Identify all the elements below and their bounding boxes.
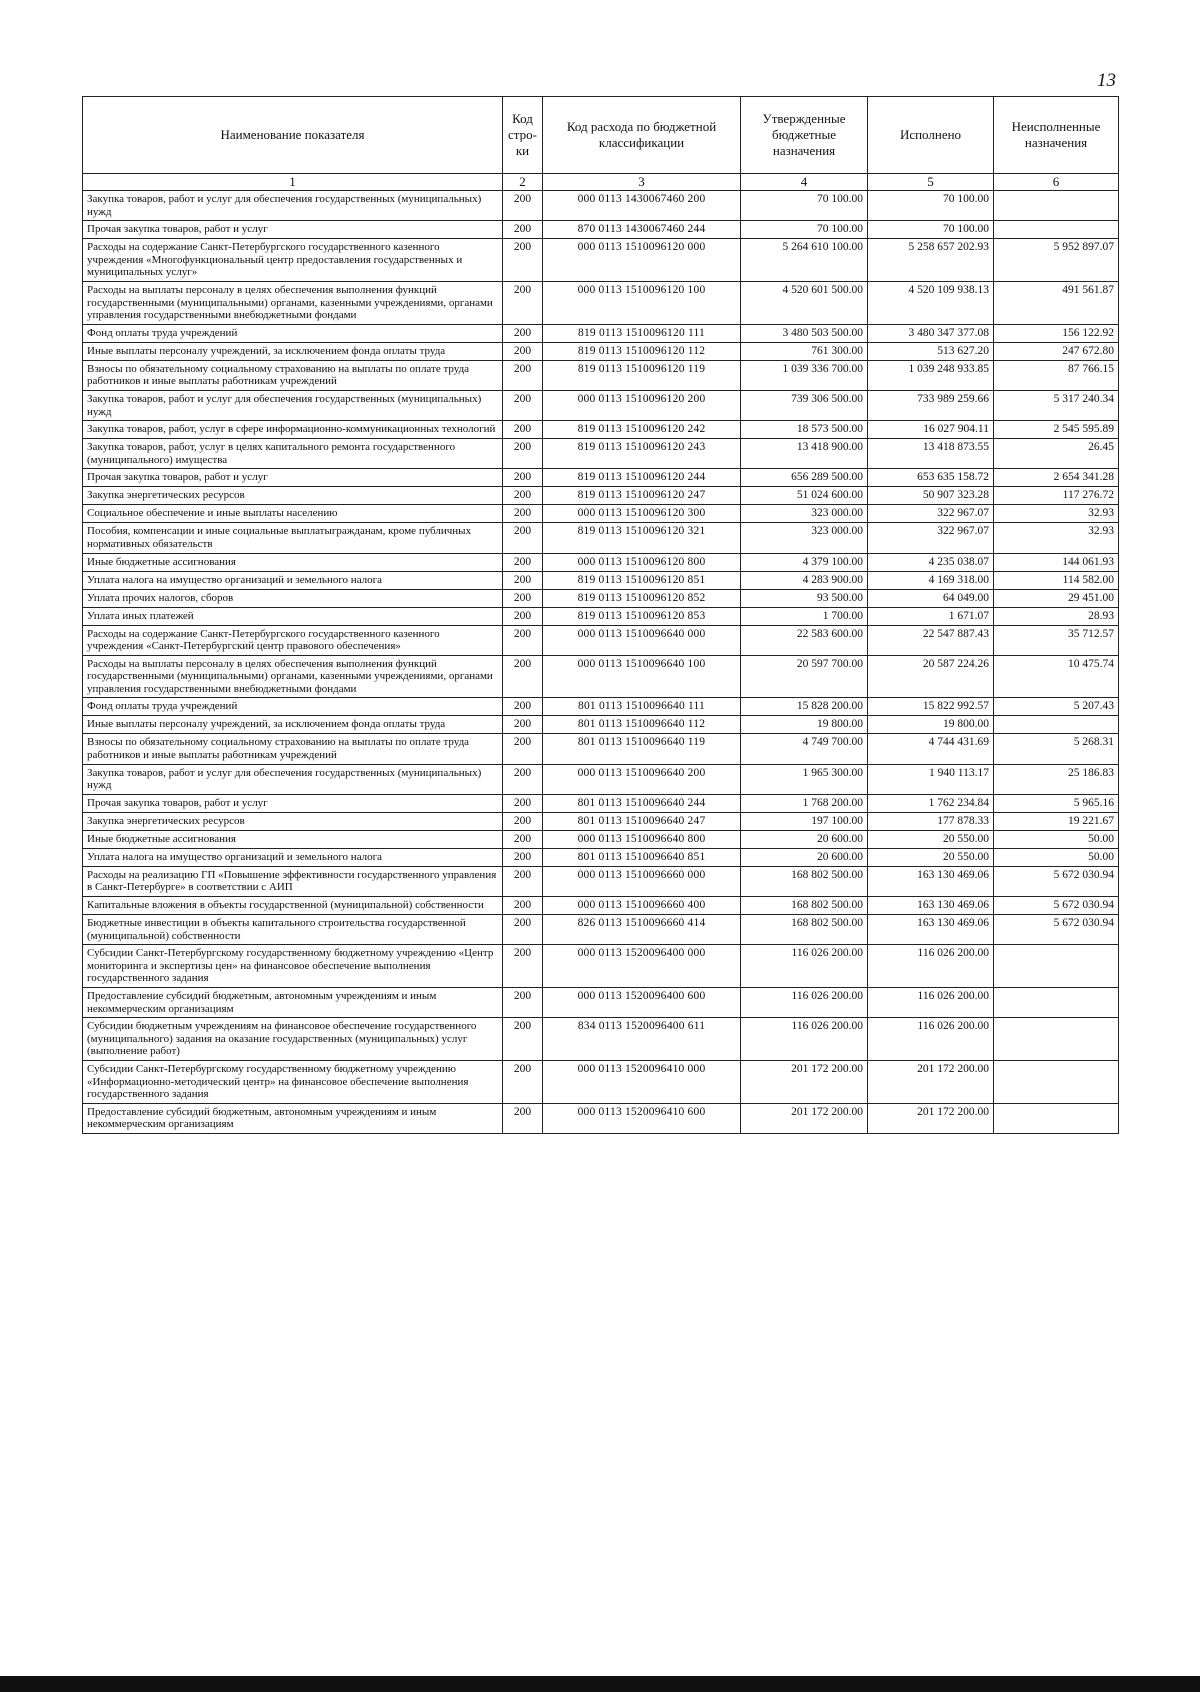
unexecuted-amount-cell (994, 221, 1119, 239)
line-code-cell: 200 (503, 897, 543, 915)
executed-amount-cell: 322 967.07 (868, 523, 994, 553)
column-header-unexecuted: Неисполненные назначения (994, 97, 1119, 174)
line-code-cell: 200 (503, 571, 543, 589)
executed-amount-cell: 22 547 887.43 (868, 625, 994, 655)
executed-amount-cell: 177 878.33 (868, 812, 994, 830)
table-row (83, 716, 1119, 734)
table-row (83, 360, 1119, 390)
approved-amount-cell: 323 000.00 (741, 523, 868, 553)
unexecuted-amount-cell: 5 672 030.94 (994, 866, 1119, 896)
approved-amount-cell: 116 026 200.00 (741, 1018, 868, 1061)
executed-amount-cell: 116 026 200.00 (868, 945, 994, 988)
executed-amount-cell: 13 418 873.55 (868, 439, 994, 469)
indicator-name-cell: Иные выплаты персоналу учреждений, за исключением фонда оплаты труда (83, 716, 503, 734)
table-row (83, 764, 1119, 794)
indicator-name-cell: Уплата иных платежей (83, 607, 503, 625)
approved-amount-cell: 4 749 700.00 (741, 734, 868, 764)
budget-code-cell: 000 0113 1510096120 200 (543, 390, 741, 420)
line-code-cell: 200 (503, 439, 543, 469)
table-row (83, 324, 1119, 342)
executed-amount-cell: 20 550.00 (868, 848, 994, 866)
executed-amount-cell: 70 100.00 (868, 191, 994, 221)
unexecuted-amount-cell: 2 654 341.28 (994, 469, 1119, 487)
unexecuted-amount-cell: 5 268.31 (994, 734, 1119, 764)
table-row (83, 1018, 1119, 1061)
approved-amount-cell: 323 000.00 (741, 505, 868, 523)
table-row (83, 281, 1119, 324)
table-row (83, 589, 1119, 607)
budget-code-cell: 819 0113 1510096120 243 (543, 439, 741, 469)
approved-amount-cell: 22 583 600.00 (741, 625, 868, 655)
budget-code-cell: 801 0113 1510096640 851 (543, 848, 741, 866)
line-code-cell: 200 (503, 734, 543, 764)
indicator-name-cell: Прочая закупка товаров, работ и услуг (83, 794, 503, 812)
indicator-name-cell: Уплата налога на имущество организаций и земельного налога (83, 571, 503, 589)
table-row (83, 945, 1119, 988)
table-row (83, 571, 1119, 589)
unexecuted-amount-cell: 25 186.83 (994, 764, 1119, 794)
budget-code-cell: 000 0113 1510096660 000 (543, 866, 741, 896)
table-row (83, 439, 1119, 469)
table-row (83, 988, 1119, 1018)
line-code-cell: 200 (503, 221, 543, 239)
table-row (83, 655, 1119, 698)
executed-amount-cell: 163 130 469.06 (868, 866, 994, 896)
indicator-name-cell: Закупка энергетических ресурсов (83, 812, 503, 830)
line-code-cell: 200 (503, 716, 543, 734)
table-row (83, 487, 1119, 505)
approved-amount-cell: 168 802 500.00 (741, 866, 868, 896)
budget-code-cell: 000 0113 1510096640 000 (543, 625, 741, 655)
line-code-cell: 200 (503, 698, 543, 716)
indicator-name-cell: Фонд оплаты труда учреждений (83, 324, 503, 342)
table-row (83, 505, 1119, 523)
line-code-cell: 200 (503, 281, 543, 324)
column-number: 2 (503, 174, 543, 191)
unexecuted-amount-cell: 50.00 (994, 848, 1119, 866)
indicator-name-cell: Закупка товаров, работ и услуг для обеспечения государственных (муниципальных) нужд (83, 390, 503, 420)
indicator-name-cell: Предоставление субсидий бюджетным, автономным учреждениям и иным некоммерческим организациям (83, 1103, 503, 1133)
executed-amount-cell: 733 989 259.66 (868, 390, 994, 420)
executed-amount-cell: 653 635 158.72 (868, 469, 994, 487)
executed-amount-cell: 116 026 200.00 (868, 988, 994, 1018)
table-row (83, 221, 1119, 239)
approved-amount-cell: 761 300.00 (741, 342, 868, 360)
expenditure-report-table (82, 96, 1119, 1134)
approved-amount-cell: 1 700.00 (741, 607, 868, 625)
table-row (83, 915, 1119, 945)
line-code-cell: 200 (503, 191, 543, 221)
executed-amount-cell: 16 027 904.11 (868, 421, 994, 439)
indicator-name-cell: Субсидии Санкт-Петербургскому государственному бюджетному учреждению «Информационно-методический центр» на финансовое обеспечение выполнения государственного задания (83, 1060, 503, 1103)
unexecuted-amount-cell (994, 191, 1119, 221)
unexecuted-amount-cell: 5 317 240.34 (994, 390, 1119, 420)
budget-code-cell: 819 0113 1510096120 112 (543, 342, 741, 360)
approved-amount-cell: 1 768 200.00 (741, 794, 868, 812)
approved-amount-cell: 70 100.00 (741, 221, 868, 239)
indicator-name-cell: Уплата налога на имущество организаций и земельного налога (83, 848, 503, 866)
approved-amount-cell: 168 802 500.00 (741, 897, 868, 915)
column-number: 5 (868, 174, 994, 191)
indicator-name-cell: Пособия, компенсации и иные социальные выплатыгражданам, кроме публичных нормативных обязательств (83, 523, 503, 553)
indicator-name-cell: Расходы на выплаты персоналу в целях обеспечения выполнения функций государственными (муниципальными) органами, казенными учреждениями, органами управления государственными внебюджетными фондами (83, 655, 503, 698)
unexecuted-amount-cell: 117 276.72 (994, 487, 1119, 505)
indicator-name-cell: Иные бюджетные ассигнования (83, 830, 503, 848)
approved-amount-cell: 20 600.00 (741, 830, 868, 848)
executed-amount-cell: 163 130 469.06 (868, 897, 994, 915)
budget-code-cell: 000 0113 1510096120 000 (543, 239, 741, 282)
table-row (83, 1103, 1119, 1133)
unexecuted-amount-cell: 156 122.92 (994, 324, 1119, 342)
indicator-name-cell: Иные бюджетные ассигнования (83, 553, 503, 571)
column-number: 1 (83, 174, 503, 191)
unexecuted-amount-cell: 10 475.74 (994, 655, 1119, 698)
unexecuted-amount-cell: 491 561.87 (994, 281, 1119, 324)
table-row (83, 191, 1119, 221)
approved-amount-cell: 5 264 610 100.00 (741, 239, 868, 282)
approved-amount-cell: 116 026 200.00 (741, 988, 868, 1018)
budget-code-cell: 819 0113 1510096120 851 (543, 571, 741, 589)
executed-amount-cell: 116 026 200.00 (868, 1018, 994, 1061)
unexecuted-amount-cell: 5 965.16 (994, 794, 1119, 812)
table-row (83, 848, 1119, 866)
line-code-cell: 200 (503, 523, 543, 553)
executed-amount-cell: 1 039 248 933.85 (868, 360, 994, 390)
line-code-cell: 200 (503, 1103, 543, 1133)
budget-code-cell: 819 0113 1510096120 111 (543, 324, 741, 342)
approved-amount-cell: 116 026 200.00 (741, 945, 868, 988)
unexecuted-amount-cell (994, 1103, 1119, 1133)
executed-amount-cell: 1 671.07 (868, 607, 994, 625)
indicator-name-cell: Взносы по обязательному социальному страхованию на выплаты по оплате труда работников и иные выплаты работникам учреждений (83, 734, 503, 764)
budget-code-cell: 000 0113 1510096640 200 (543, 764, 741, 794)
indicator-name-cell: Расходы на выплаты персоналу в целях обеспечения выполнения функций государственными (муниципальными) органами, казенными учреждениями, органами управления государственными внебюджетными фондами (83, 281, 503, 324)
approved-amount-cell: 70 100.00 (741, 191, 868, 221)
indicator-name-cell: Расходы на содержание Санкт-Петербургского государственного казенного учреждения «Многофункциональный центр предоставления государственных и муниципальных услуг» (83, 239, 503, 282)
approved-amount-cell: 656 289 500.00 (741, 469, 868, 487)
budget-code-cell: 000 0113 1520096410 000 (543, 1060, 741, 1103)
unexecuted-amount-cell: 35 712.57 (994, 625, 1119, 655)
indicator-name-cell: Закупка товаров, работ и услуг для обеспечения государственных (муниципальных) нужд (83, 191, 503, 221)
budget-code-cell: 000 0113 1520096400 000 (543, 945, 741, 988)
unexecuted-amount-cell: 5 672 030.94 (994, 915, 1119, 945)
indicator-name-cell: Капитальные вложения в объекты государственной (муниципальной) собственности (83, 897, 503, 915)
line-code-cell: 200 (503, 625, 543, 655)
budget-code-cell: 801 0113 1510096640 111 (543, 698, 741, 716)
indicator-name-cell: Закупка энергетических ресурсов (83, 487, 503, 505)
line-code-cell: 200 (503, 830, 543, 848)
line-code-cell: 200 (503, 945, 543, 988)
budget-code-cell: 819 0113 1510096120 242 (543, 421, 741, 439)
indicator-name-cell: Взносы по обязательному социальному страхованию на выплаты по оплате труда работников и иные выплаты работникам учреждений (83, 360, 503, 390)
unexecuted-amount-cell: 19 221.67 (994, 812, 1119, 830)
table-row (83, 897, 1119, 915)
approved-amount-cell: 20 600.00 (741, 848, 868, 866)
executed-amount-cell: 20 587 224.26 (868, 655, 994, 698)
line-code-cell: 200 (503, 505, 543, 523)
unexecuted-amount-cell (994, 1018, 1119, 1061)
budget-code-cell: 000 0113 1510096660 400 (543, 897, 741, 915)
approved-amount-cell: 4 520 601 500.00 (741, 281, 868, 324)
column-header-approved: Утвержденные бюджетные назначения (741, 97, 868, 174)
indicator-name-cell: Субсидии Санкт-Петербургскому государственному бюджетному учреждению «Центр мониторинга и экспертизы цен» на финансовое обеспечение выполнения государственного задания (83, 945, 503, 988)
line-code-cell: 200 (503, 866, 543, 896)
budget-code-cell: 801 0113 1510096640 244 (543, 794, 741, 812)
executed-amount-cell: 15 822 992.57 (868, 698, 994, 716)
column-number: 4 (741, 174, 868, 191)
line-code-cell: 200 (503, 764, 543, 794)
unexecuted-amount-cell (994, 716, 1119, 734)
table-row (83, 469, 1119, 487)
budget-code-cell: 000 0113 1510096640 100 (543, 655, 741, 698)
executed-amount-cell: 4 520 109 938.13 (868, 281, 994, 324)
page-number: 13 (1097, 70, 1116, 91)
table-row (83, 812, 1119, 830)
indicator-name-cell: Предоставление субсидий бюджетным, автономным учреждениям и иным некоммерческим организациям (83, 988, 503, 1018)
table-row (83, 866, 1119, 896)
approved-amount-cell: 1 965 300.00 (741, 764, 868, 794)
approved-amount-cell: 4 379 100.00 (741, 553, 868, 571)
line-code-cell: 200 (503, 421, 543, 439)
unexecuted-amount-cell (994, 1060, 1119, 1103)
budget-code-cell: 801 0113 1510096640 247 (543, 812, 741, 830)
line-code-cell: 200 (503, 390, 543, 420)
approved-amount-cell: 51 024 600.00 (741, 487, 868, 505)
executed-amount-cell: 64 049.00 (868, 589, 994, 607)
unexecuted-amount-cell (994, 988, 1119, 1018)
executed-amount-cell: 513 627.20 (868, 342, 994, 360)
indicator-name-cell: Прочая закупка товаров, работ и услуг (83, 469, 503, 487)
unexecuted-amount-cell: 87 766.15 (994, 360, 1119, 390)
table-row (83, 239, 1119, 282)
indicator-name-cell: Субсидии бюджетным учреждениям на финансовое обеспечение государственного (муниципального) задания на оказание государственных (муниципальных) услуг (выполнение работ) (83, 1018, 503, 1061)
executed-amount-cell: 322 967.07 (868, 505, 994, 523)
line-code-cell: 200 (503, 655, 543, 698)
budget-code-cell: 801 0113 1510096640 119 (543, 734, 741, 764)
scan-bottom-border (0, 1676, 1200, 1692)
column-number: 6 (994, 174, 1119, 191)
approved-amount-cell: 20 597 700.00 (741, 655, 868, 698)
unexecuted-amount-cell: 5 207.43 (994, 698, 1119, 716)
table-row (83, 830, 1119, 848)
indicator-name-cell: Иные выплаты персоналу учреждений, за исключением фонда оплаты труда (83, 342, 503, 360)
executed-amount-cell: 70 100.00 (868, 221, 994, 239)
line-code-cell: 200 (503, 607, 543, 625)
budget-code-cell: 000 0113 1510096120 800 (543, 553, 741, 571)
approved-amount-cell: 13 418 900.00 (741, 439, 868, 469)
executed-amount-cell: 1 940 113.17 (868, 764, 994, 794)
executed-amount-cell: 4 169 318.00 (868, 571, 994, 589)
executed-amount-cell: 19 800.00 (868, 716, 994, 734)
line-code-cell: 200 (503, 589, 543, 607)
table-row (83, 625, 1119, 655)
approved-amount-cell: 19 800.00 (741, 716, 868, 734)
budget-code-cell: 870 0113 1430067460 244 (543, 221, 741, 239)
budget-code-cell: 819 0113 1510096120 244 (543, 469, 741, 487)
indicator-name-cell: Закупка товаров, работ, услуг в сфере информационно-коммуникационных технологий (83, 421, 503, 439)
unexecuted-amount-cell: 114 582.00 (994, 571, 1119, 589)
table-row (83, 698, 1119, 716)
budget-code-cell: 819 0113 1510096120 853 (543, 607, 741, 625)
approved-amount-cell: 197 100.00 (741, 812, 868, 830)
unexecuted-amount-cell: 32.93 (994, 505, 1119, 523)
indicator-name-cell: Расходы на реализацию ГП «Повышение эффективности государственного управления в Санкт-Петербурге» в соответствии с АИП (83, 866, 503, 896)
column-header-line-code: Код стро-ки (503, 97, 543, 174)
line-code-cell: 200 (503, 1018, 543, 1061)
table-row (83, 794, 1119, 812)
table-row (83, 421, 1119, 439)
approved-amount-cell: 201 172 200.00 (741, 1060, 868, 1103)
budget-code-cell: 000 0113 1510096640 800 (543, 830, 741, 848)
budget-code-cell: 834 0113 1520096400 611 (543, 1018, 741, 1061)
line-code-cell: 200 (503, 848, 543, 866)
approved-amount-cell: 93 500.00 (741, 589, 868, 607)
unexecuted-amount-cell: 144 061.93 (994, 553, 1119, 571)
line-code-cell: 200 (503, 239, 543, 282)
executed-amount-cell: 1 762 234.84 (868, 794, 994, 812)
line-code-cell: 200 (503, 553, 543, 571)
approved-amount-cell: 4 283 900.00 (741, 571, 868, 589)
executed-amount-cell: 201 172 200.00 (868, 1103, 994, 1133)
executed-amount-cell: 4 744 431.69 (868, 734, 994, 764)
budget-code-cell: 819 0113 1510096120 119 (543, 360, 741, 390)
approved-amount-cell: 1 039 336 700.00 (741, 360, 868, 390)
table-row (83, 342, 1119, 360)
column-header-executed: Исполнено (868, 97, 994, 174)
unexecuted-amount-cell: 5 952 897.07 (994, 239, 1119, 282)
budget-code-cell: 819 0113 1510096120 321 (543, 523, 741, 553)
unexecuted-amount-cell: 28.93 (994, 607, 1119, 625)
budget-code-cell: 819 0113 1510096120 852 (543, 589, 741, 607)
column-number: 3 (543, 174, 741, 191)
column-number-row (83, 174, 1119, 191)
table-row (83, 553, 1119, 571)
column-header-budget-code: Код расхода по бюджетной классификации (543, 97, 741, 174)
table-row (83, 390, 1119, 420)
approved-amount-cell: 18 573 500.00 (741, 421, 868, 439)
line-code-cell: 200 (503, 360, 543, 390)
table-row (83, 1060, 1119, 1103)
table-row (83, 523, 1119, 553)
line-code-cell: 200 (503, 794, 543, 812)
budget-code-cell: 000 0113 1510096120 300 (543, 505, 741, 523)
budget-code-cell: 000 0113 1430067460 200 (543, 191, 741, 221)
unexecuted-amount-cell: 32.93 (994, 523, 1119, 553)
line-code-cell: 200 (503, 915, 543, 945)
approved-amount-cell: 15 828 200.00 (741, 698, 868, 716)
executed-amount-cell: 5 258 657 202.93 (868, 239, 994, 282)
table-header-row (83, 97, 1119, 174)
executed-amount-cell: 163 130 469.06 (868, 915, 994, 945)
executed-amount-cell: 3 480 347 377.08 (868, 324, 994, 342)
indicator-name-cell: Закупка товаров, работ, услуг в целях капитального ремонта государственного (муниципального) имущества (83, 439, 503, 469)
indicator-name-cell: Бюджетные инвестиции в объекты капитального строительства государственной (муниципальной) собственности (83, 915, 503, 945)
table-body (83, 191, 1119, 1134)
unexecuted-amount-cell: 5 672 030.94 (994, 897, 1119, 915)
executed-amount-cell: 201 172 200.00 (868, 1060, 994, 1103)
indicator-name-cell: Расходы на содержание Санкт-Петербургского государственного казенного учреждения «Санкт-Петербургский центр правового обеспечения» (83, 625, 503, 655)
indicator-name-cell: Фонд оплаты труда учреждений (83, 698, 503, 716)
indicator-name-cell: Уплата прочих налогов, сборов (83, 589, 503, 607)
column-header-name: Наименование показателя (83, 97, 503, 174)
unexecuted-amount-cell (994, 945, 1119, 988)
unexecuted-amount-cell: 50.00 (994, 830, 1119, 848)
executed-amount-cell: 50 907 323.28 (868, 487, 994, 505)
unexecuted-amount-cell: 29 451.00 (994, 589, 1119, 607)
line-code-cell: 200 (503, 469, 543, 487)
approved-amount-cell: 201 172 200.00 (741, 1103, 868, 1133)
line-code-cell: 200 (503, 812, 543, 830)
line-code-cell: 200 (503, 487, 543, 505)
budget-code-cell: 000 0113 1510096120 100 (543, 281, 741, 324)
approved-amount-cell: 739 306 500.00 (741, 390, 868, 420)
budget-code-cell: 000 0113 1520096400 600 (543, 988, 741, 1018)
line-code-cell: 200 (503, 342, 543, 360)
line-code-cell: 200 (503, 988, 543, 1018)
budget-code-cell: 819 0113 1510096120 247 (543, 487, 741, 505)
table-row (83, 734, 1119, 764)
budget-code-cell: 801 0113 1510096640 112 (543, 716, 741, 734)
budget-code-cell: 826 0113 1510096660 414 (543, 915, 741, 945)
executed-amount-cell: 4 235 038.07 (868, 553, 994, 571)
unexecuted-amount-cell: 26.45 (994, 439, 1119, 469)
budget-code-cell: 000 0113 1520096410 600 (543, 1103, 741, 1133)
line-code-cell: 200 (503, 324, 543, 342)
approved-amount-cell: 168 802 500.00 (741, 915, 868, 945)
unexecuted-amount-cell: 247 672.80 (994, 342, 1119, 360)
indicator-name-cell: Социальное обеспечение и иные выплаты населению (83, 505, 503, 523)
unexecuted-amount-cell: 2 545 595.89 (994, 421, 1119, 439)
indicator-name-cell: Прочая закупка товаров, работ и услуг (83, 221, 503, 239)
table-row (83, 607, 1119, 625)
indicator-name-cell: Закупка товаров, работ и услуг для обеспечения государственных (муниципальных) нужд (83, 764, 503, 794)
line-code-cell: 200 (503, 1060, 543, 1103)
approved-amount-cell: 3 480 503 500.00 (741, 324, 868, 342)
executed-amount-cell: 20 550.00 (868, 830, 994, 848)
